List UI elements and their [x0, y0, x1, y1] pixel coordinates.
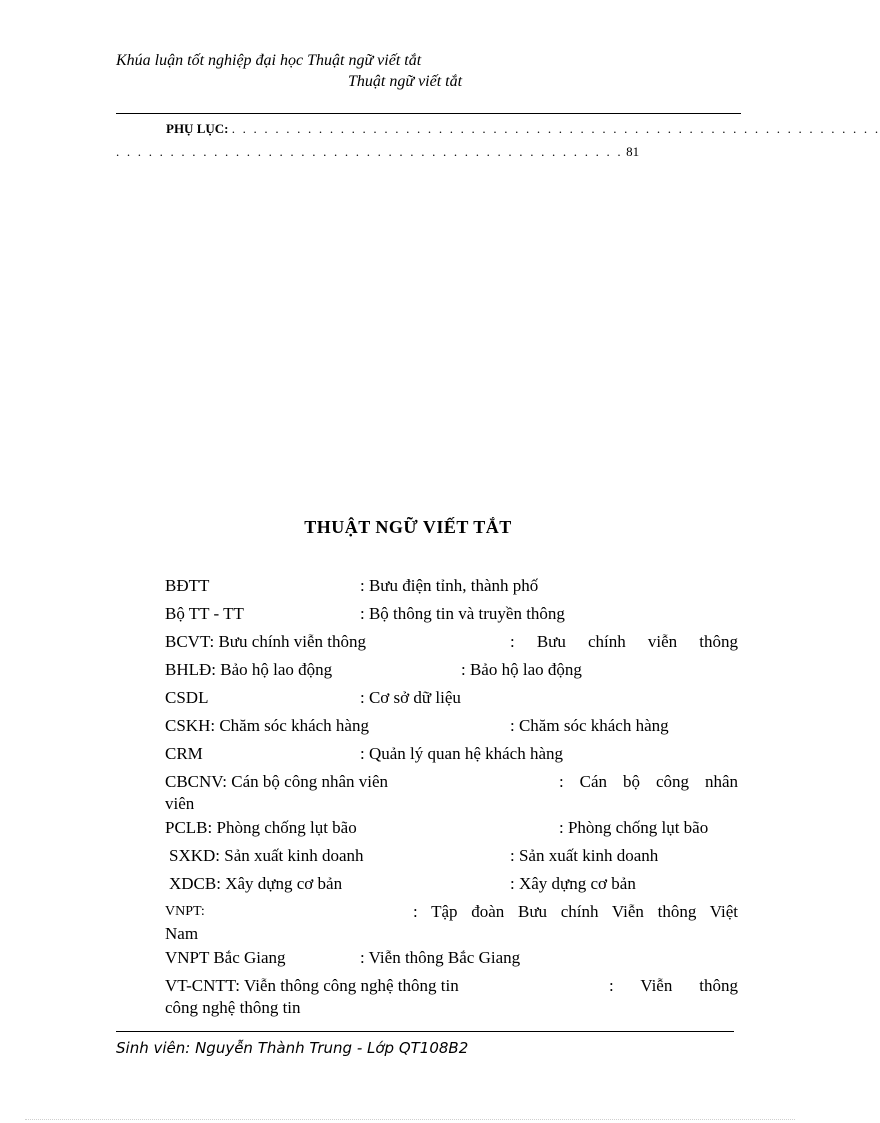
abbr-term: VT-CNTT: Viễn thông công nghệ thông tin [165, 976, 459, 995]
abbr-definition: : Sản xuất kinh doanh [510, 846, 659, 865]
abbr-term: BHLĐ: Bảo hộ lao động [165, 660, 333, 679]
list-item [165, 743, 738, 771]
abbr-definition: : Quản lý quan hệ khách hàng [360, 744, 563, 763]
abbr-term: CRM [165, 744, 203, 763]
toc-leader-dots-2: . . . . . . . . . . . . . . . . . . . . . . . . . . . . . . . . . . . . . . . . . . . . . . . [116, 144, 623, 159]
list-item [165, 715, 738, 743]
abbr-term: VNPT: [165, 904, 205, 919]
list-item [165, 603, 738, 631]
abbr-definition: : Cán bộ công nhân [559, 772, 738, 791]
abbr-definition: : Bưu chính viễn thông [510, 632, 738, 651]
list-item [165, 631, 738, 659]
abbr-term: BCVT: Bưu chính viễn thông [165, 632, 367, 651]
header-line-2: Thuật ngữ viết tắt [348, 73, 463, 90]
section-title: THUẬT NGỮ VIẾT TẮT [304, 517, 512, 537]
list-item [165, 771, 738, 817]
abbr-term: BĐTT [165, 576, 210, 595]
list-item [165, 845, 738, 873]
list-item [165, 947, 738, 975]
abbr-definition: : Viễn thông [609, 976, 738, 995]
list-item [165, 817, 738, 845]
abbreviation-list [165, 575, 738, 1021]
abbr-term: CSDL [165, 688, 209, 707]
abbr-definition: : Chăm sóc khách hàng [510, 716, 669, 735]
page-header [116, 50, 462, 92]
list-item [165, 575, 738, 603]
toc-entry [166, 121, 880, 137]
abbr-definition: : Bảo hộ lao động [461, 660, 582, 679]
abbr-definition: : Cơ sở dữ liệu [360, 688, 461, 707]
abbr-term: Bộ TT - TT [165, 604, 244, 623]
page-footer: Sinh viên: Nguyễn Thành Trung - Lớp QT108B2 [116, 1039, 469, 1057]
list-item [165, 687, 738, 715]
list-item [165, 873, 738, 901]
toc-page-number: 81 [626, 144, 640, 159]
toc-entry-continuation [116, 144, 639, 160]
header-rule [116, 113, 741, 114]
page-bottom-dotted-line [25, 1119, 795, 1120]
list-item [165, 659, 738, 687]
abbr-term: XDCB: Xây dựng cơ bản [169, 874, 343, 893]
abbr-term: SXKD: Sản xuất kinh doanh [169, 846, 364, 865]
abbr-definition-continued: viên [165, 794, 195, 813]
list-item [165, 975, 738, 1021]
footer-rule [116, 1031, 734, 1032]
abbr-definition: : Phòng chống lụt bão [559, 818, 709, 837]
abbr-definition: : Bưu điện tỉnh, thành phố [360, 576, 539, 595]
abbr-definition-continued: Nam [165, 924, 199, 943]
toc-label: PHỤ LỤC: [166, 121, 229, 136]
header-line-1: Khúa luận tốt nghiệp đại học Thuật ngữ viết tắt [116, 52, 422, 69]
abbr-definition: : Tập đoàn Bưu chính Viễn thông Việt [413, 902, 738, 921]
abbr-term: CBCNV: Cán bộ công nhân viên [165, 772, 389, 791]
abbr-term: CSKH: Chăm sóc khách hàng [165, 716, 369, 735]
abbr-definition: : Bộ thông tin và truyền thông [360, 604, 565, 623]
abbr-term: PCLB: Phòng chống lụt bão [165, 818, 357, 837]
abbr-term: VNPT Bắc Giang [165, 948, 286, 967]
list-item [165, 901, 738, 947]
abbr-definition: : Viễn thông Bắc Giang [360, 948, 521, 967]
abbr-definition-continued: công nghệ thông tin [165, 998, 301, 1017]
abbr-definition: : Xây dựng cơ bản [510, 874, 636, 893]
toc-leader-dots: . . . . . . . . . . . . . . . . . . . . . . . . . . . . . . . . . . . . . . . . . . . . . . . . . . . . . . . . . . . . [231, 121, 880, 136]
